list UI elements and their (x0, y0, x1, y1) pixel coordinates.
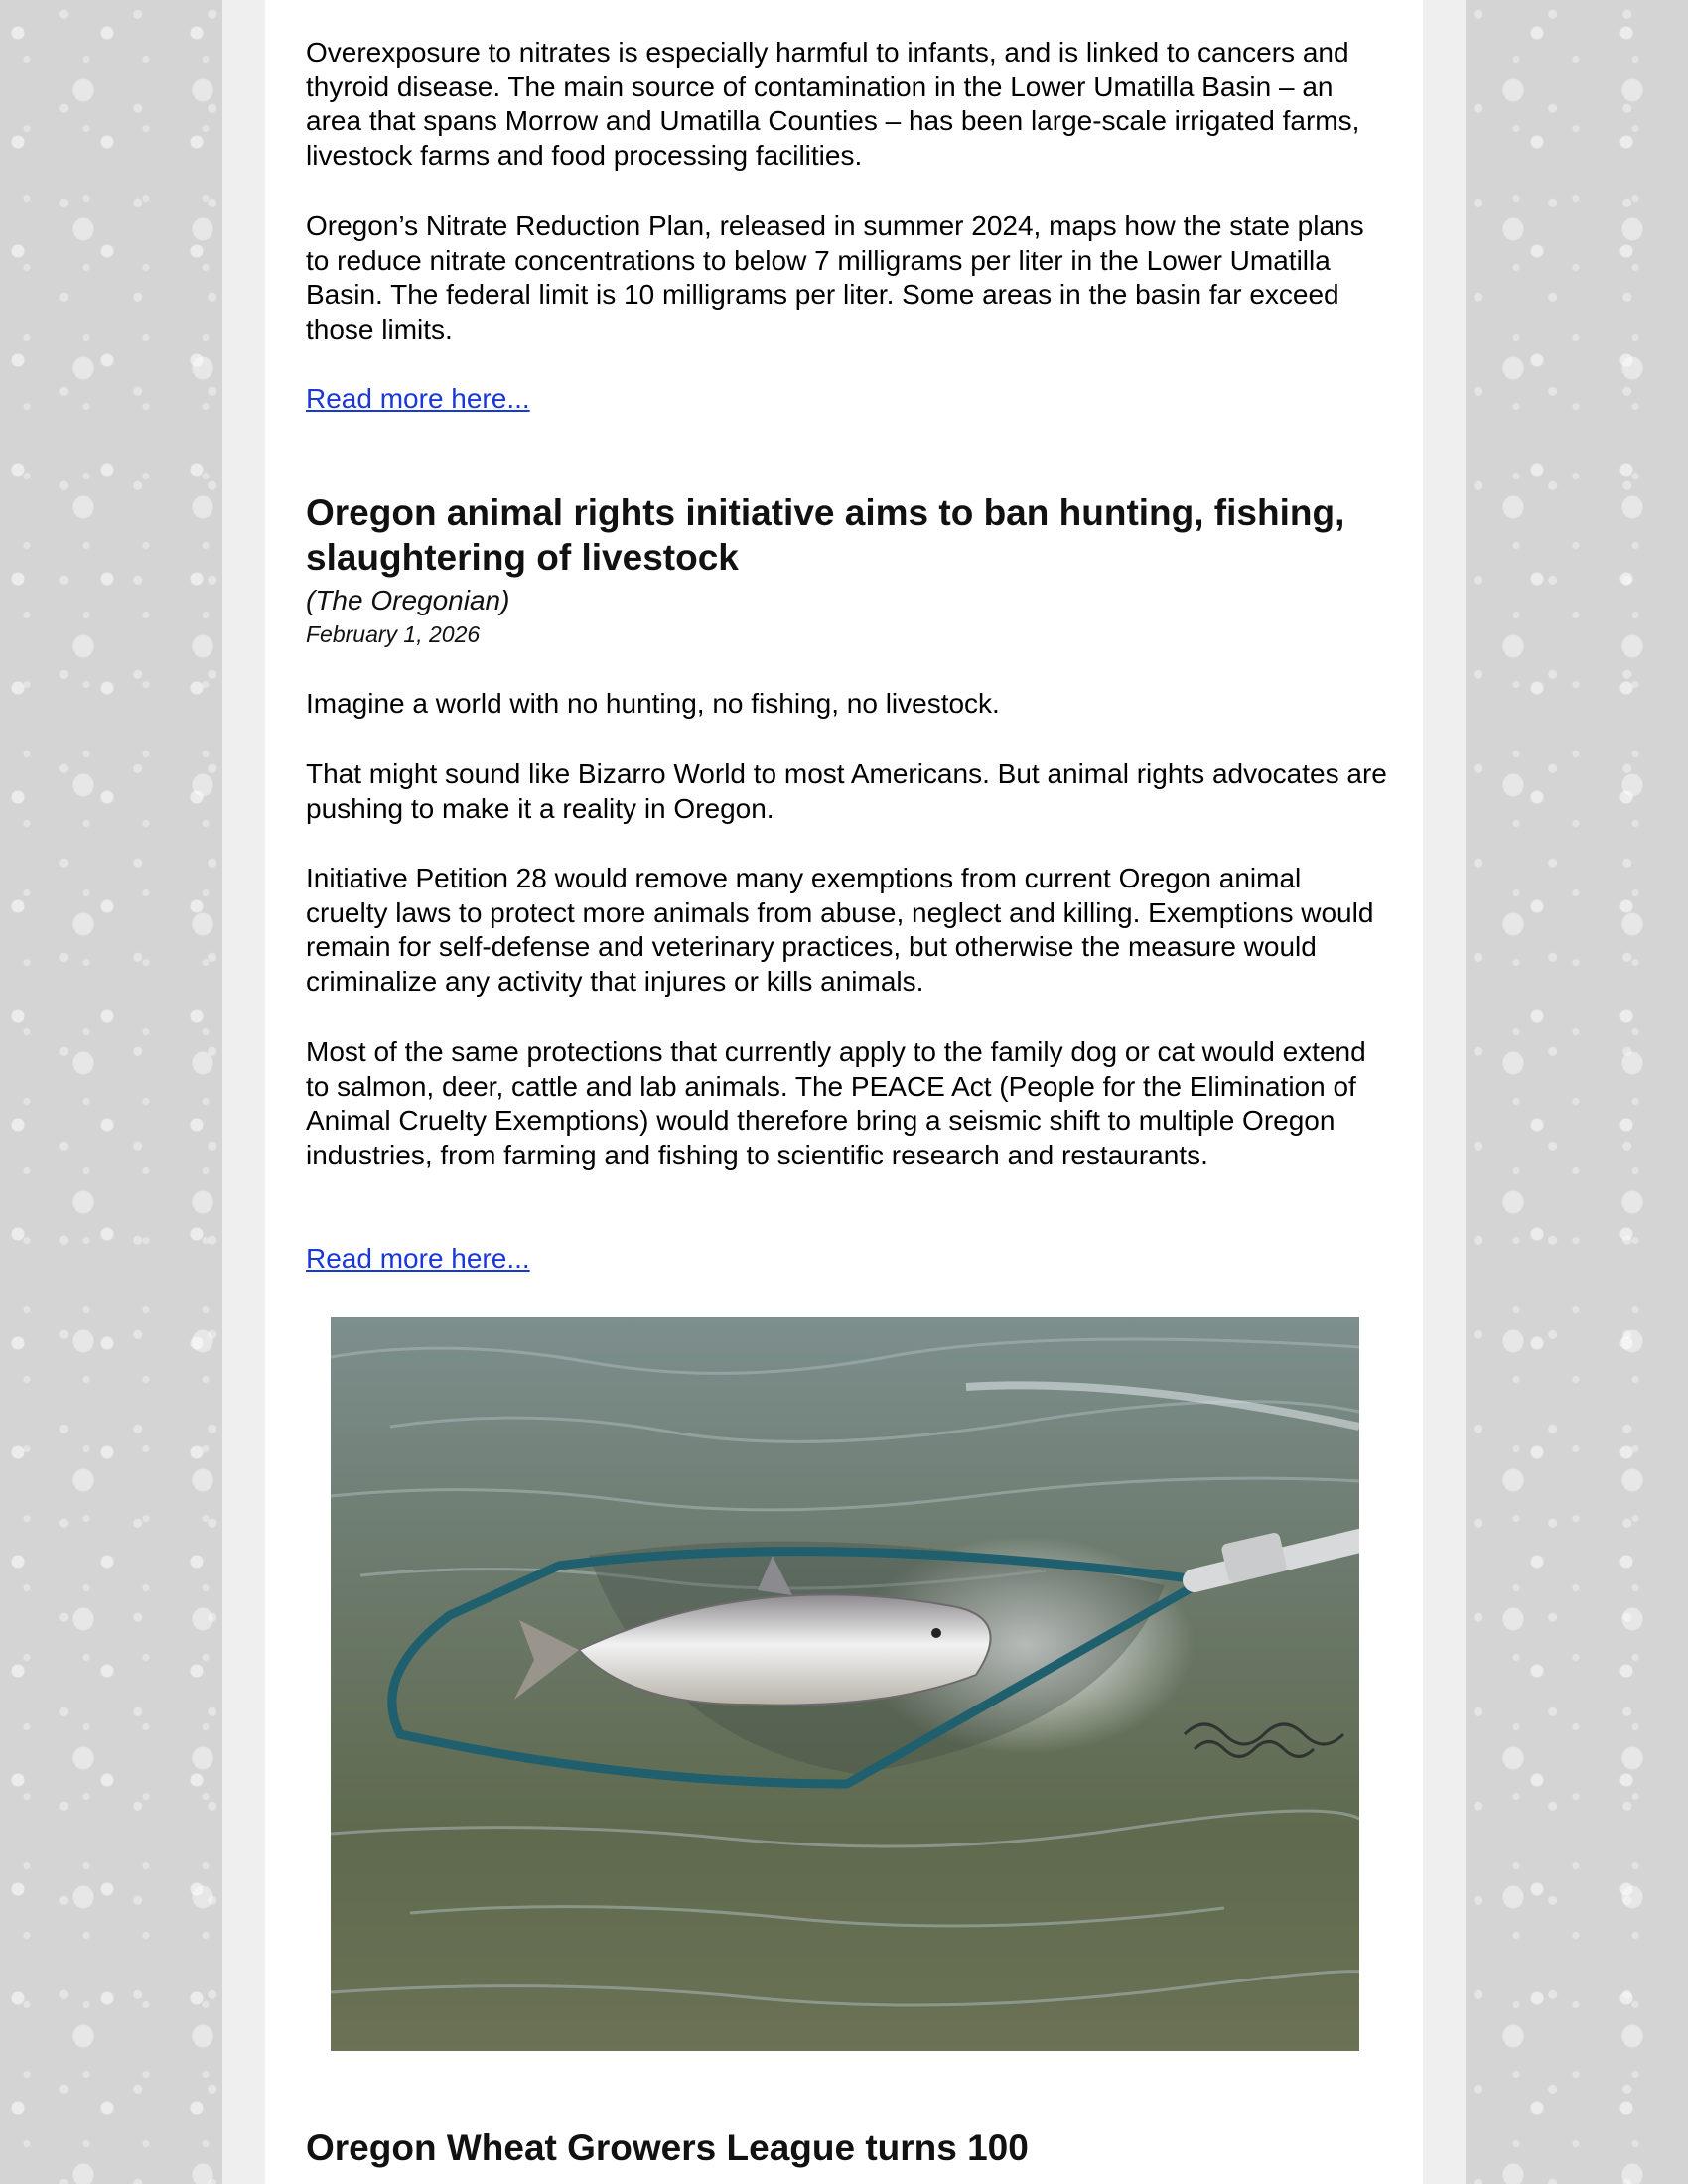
article-headline: Oregon Wheat Growers League turns 100 (306, 2127, 1029, 2168)
article-paragraph: Overexposure to nitrates is especially harmful to infants, and is linked to cancers and thyroid disease. The main source of contamination in the Lower Umatilla Basin – an area that spans Morrow and Umatilla Counties – has been large-scale irrigated farms, livestock farms and food processing facilities. (306, 37, 1360, 171)
article-paragraph: That might sound like Bizarro World to most Americans. But animal rights advocates are pushing to make it a reality in Oregon. (306, 758, 1387, 824)
article-paragraph: Oregon’s Nitrate Reduction Plan, released in summer 2024, maps how the state plans to reduce nitrate concentrations to below 7 milligrams per liter in the Lower Umatilla Basin. The federal limit is 10 milligrams per liter. Some areas in the basin far exceed those limits. (306, 210, 1364, 344)
salmon-net-photo (331, 1317, 1359, 2051)
article-source: (The Oregonian) (306, 585, 510, 615)
article-headline: Oregon animal rights initiative aims to ban hunting, fishing, slaughtering of livestock (306, 492, 1345, 578)
read-more-link[interactable]: Read more here... (306, 1243, 530, 1274)
read-more-link[interactable]: Read more here... (306, 383, 530, 414)
article-date: February 1, 2026 (306, 621, 481, 647)
article-paragraph: Most of the same protections that currently apply to the family dog or cat would extend to salmon, deer, cattle and lab animals. The PEACE Act (People for the Elimination of Animal Cruelty Exemptions) would therefore bring a seismic shift to multiple Oregon industries, from farming and fishing to scientific research and restaurants. (306, 1036, 1366, 1170)
article-paragraph: Imagine a world with no hunting, no fishing, no livestock. (306, 688, 1000, 719)
article-paragraph: Initiative Petition 28 would remove many exemptions from current Oregon animal cruelty laws to protect more animals from abuse, neglect and killing. Exemptions would remain for self-defense and veterinary practices, but otherwise the measure would criminalize any activity that injures or kills animals. (306, 863, 1374, 997)
